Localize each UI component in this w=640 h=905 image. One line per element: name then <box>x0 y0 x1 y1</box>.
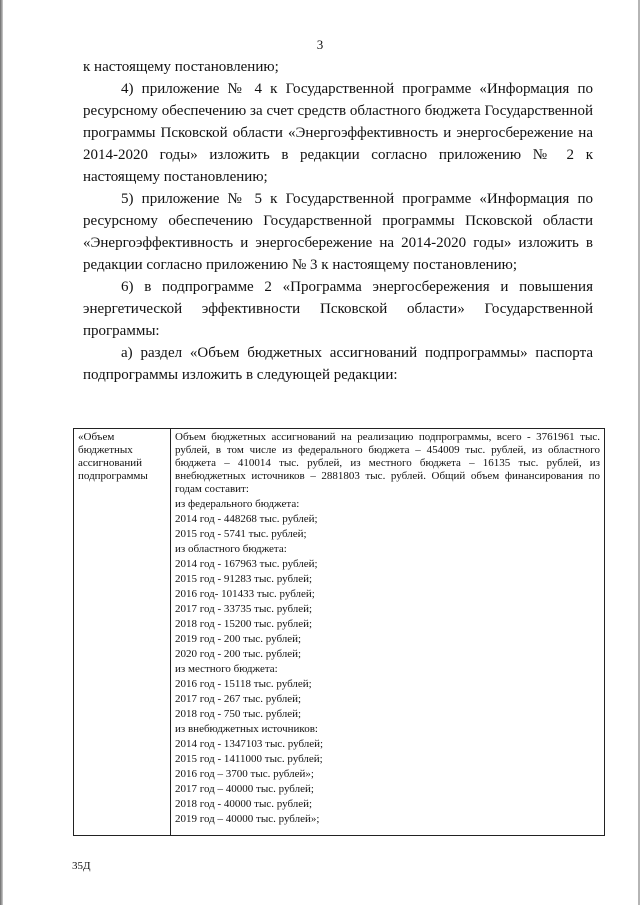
table-row <box>74 429 605 836</box>
table-line: из местного бюджета: <box>175 663 278 675</box>
table-line: 2016 год- 101433 тыс. рублей; <box>175 588 315 600</box>
table-line: 2015 год - 5741 тыс. рублей; <box>175 528 307 540</box>
document-body <box>83 56 593 386</box>
table-line: 2019 год – 40000 тыс. рублей»; <box>175 813 320 825</box>
paragraph-item-4: 4) приложение № 4 к Государственной программе «Информация по ресурсному обеспечению за счет средств областного бюджета Государственной программы Псковской области «Энергоэффективность и энергосбережение на 2014-2020 годы» изложить в редакции согласно приложению № 2 к настоящему постановлению; <box>83 81 593 185</box>
table-line: 2019 год - 200 тыс. рублей; <box>175 633 302 645</box>
table-intro-text: Объем бюджетных ассигнований на реализацию подпрограммы, всего - 3761961 тыс. рублей, в том числе из федерального бюджета – 454009 тыс. рублей, из областного бюджета – 410014 тыс. рублей, из местного бюджета – 16135 тыс. рублей, из внебюджетных источников – 2881803 тыс. рублей. Общий объем финансирования по годам составит: <box>175 431 600 495</box>
table-line: 2020 год - 200 тыс. рублей; <box>175 648 302 660</box>
table-content-cell <box>171 429 605 836</box>
footer-code: 35Д <box>72 860 91 872</box>
table-line: 2018 год - 750 тыс. рублей; <box>175 708 302 720</box>
paragraph-continuation: к настоящему постановлению; <box>83 59 279 75</box>
table-label-cell: «Объем бюджетных ассигнований подпрограммы <box>74 429 171 836</box>
scan-left-edge <box>0 0 3 905</box>
table-line: 2017 год – 40000 тыс. рублей; <box>175 783 314 795</box>
paragraph-item-6a: а) раздел «Объем бюджетных ассигнований подпрограммы» паспорта подпрограммы изложить в следующей редакции: <box>83 345 593 383</box>
table-line: 2017 год - 267 тыс. рублей; <box>175 693 302 705</box>
table-line: 2014 год - 167963 тыс. рублей; <box>175 558 318 570</box>
table-line: из внебюджетных источников: <box>175 723 318 735</box>
paragraph-item-6: 6) в подпрограмме 2 «Программа энергосбережения и повышения энергетической эффективности Псковской области» Государственной программы: <box>83 279 593 339</box>
table-line: 2018 год - 40000 тыс. рублей; <box>175 798 313 810</box>
table-line: 2014 год - 1347103 тыс. рублей; <box>175 738 324 750</box>
table-line: из федерального бюджета: <box>175 498 300 510</box>
paragraph-item-5: 5) приложение № 5 к Государственной программе «Информация по ресурсному обеспечению Государственной программы Псковской области «Энергоэффективность и энергосбережение на 2014-2020 годы» изложить в редакции согласно приложению № 3 к настоящему постановлению; <box>83 191 593 273</box>
table-line: 2016 год - 15118 тыс. рублей; <box>175 678 312 690</box>
table-line: 2016 год – 3700 тыс. рублей»; <box>175 768 314 780</box>
table-line: 2015 год - 1411000 тыс. рублей; <box>175 753 323 765</box>
page-number: 3 <box>316 37 324 52</box>
budget-table <box>73 428 605 836</box>
table-line: из областного бюджета: <box>175 543 287 555</box>
table-line: 2015 год - 91283 тыс. рублей; <box>175 573 313 585</box>
table-line: 2014 год - 448268 тыс. рублей; <box>175 513 318 525</box>
table-line: 2017 год - 33735 тыс. рублей; <box>175 603 313 615</box>
table-line: 2018 год - 15200 тыс. рублей; <box>175 618 313 630</box>
